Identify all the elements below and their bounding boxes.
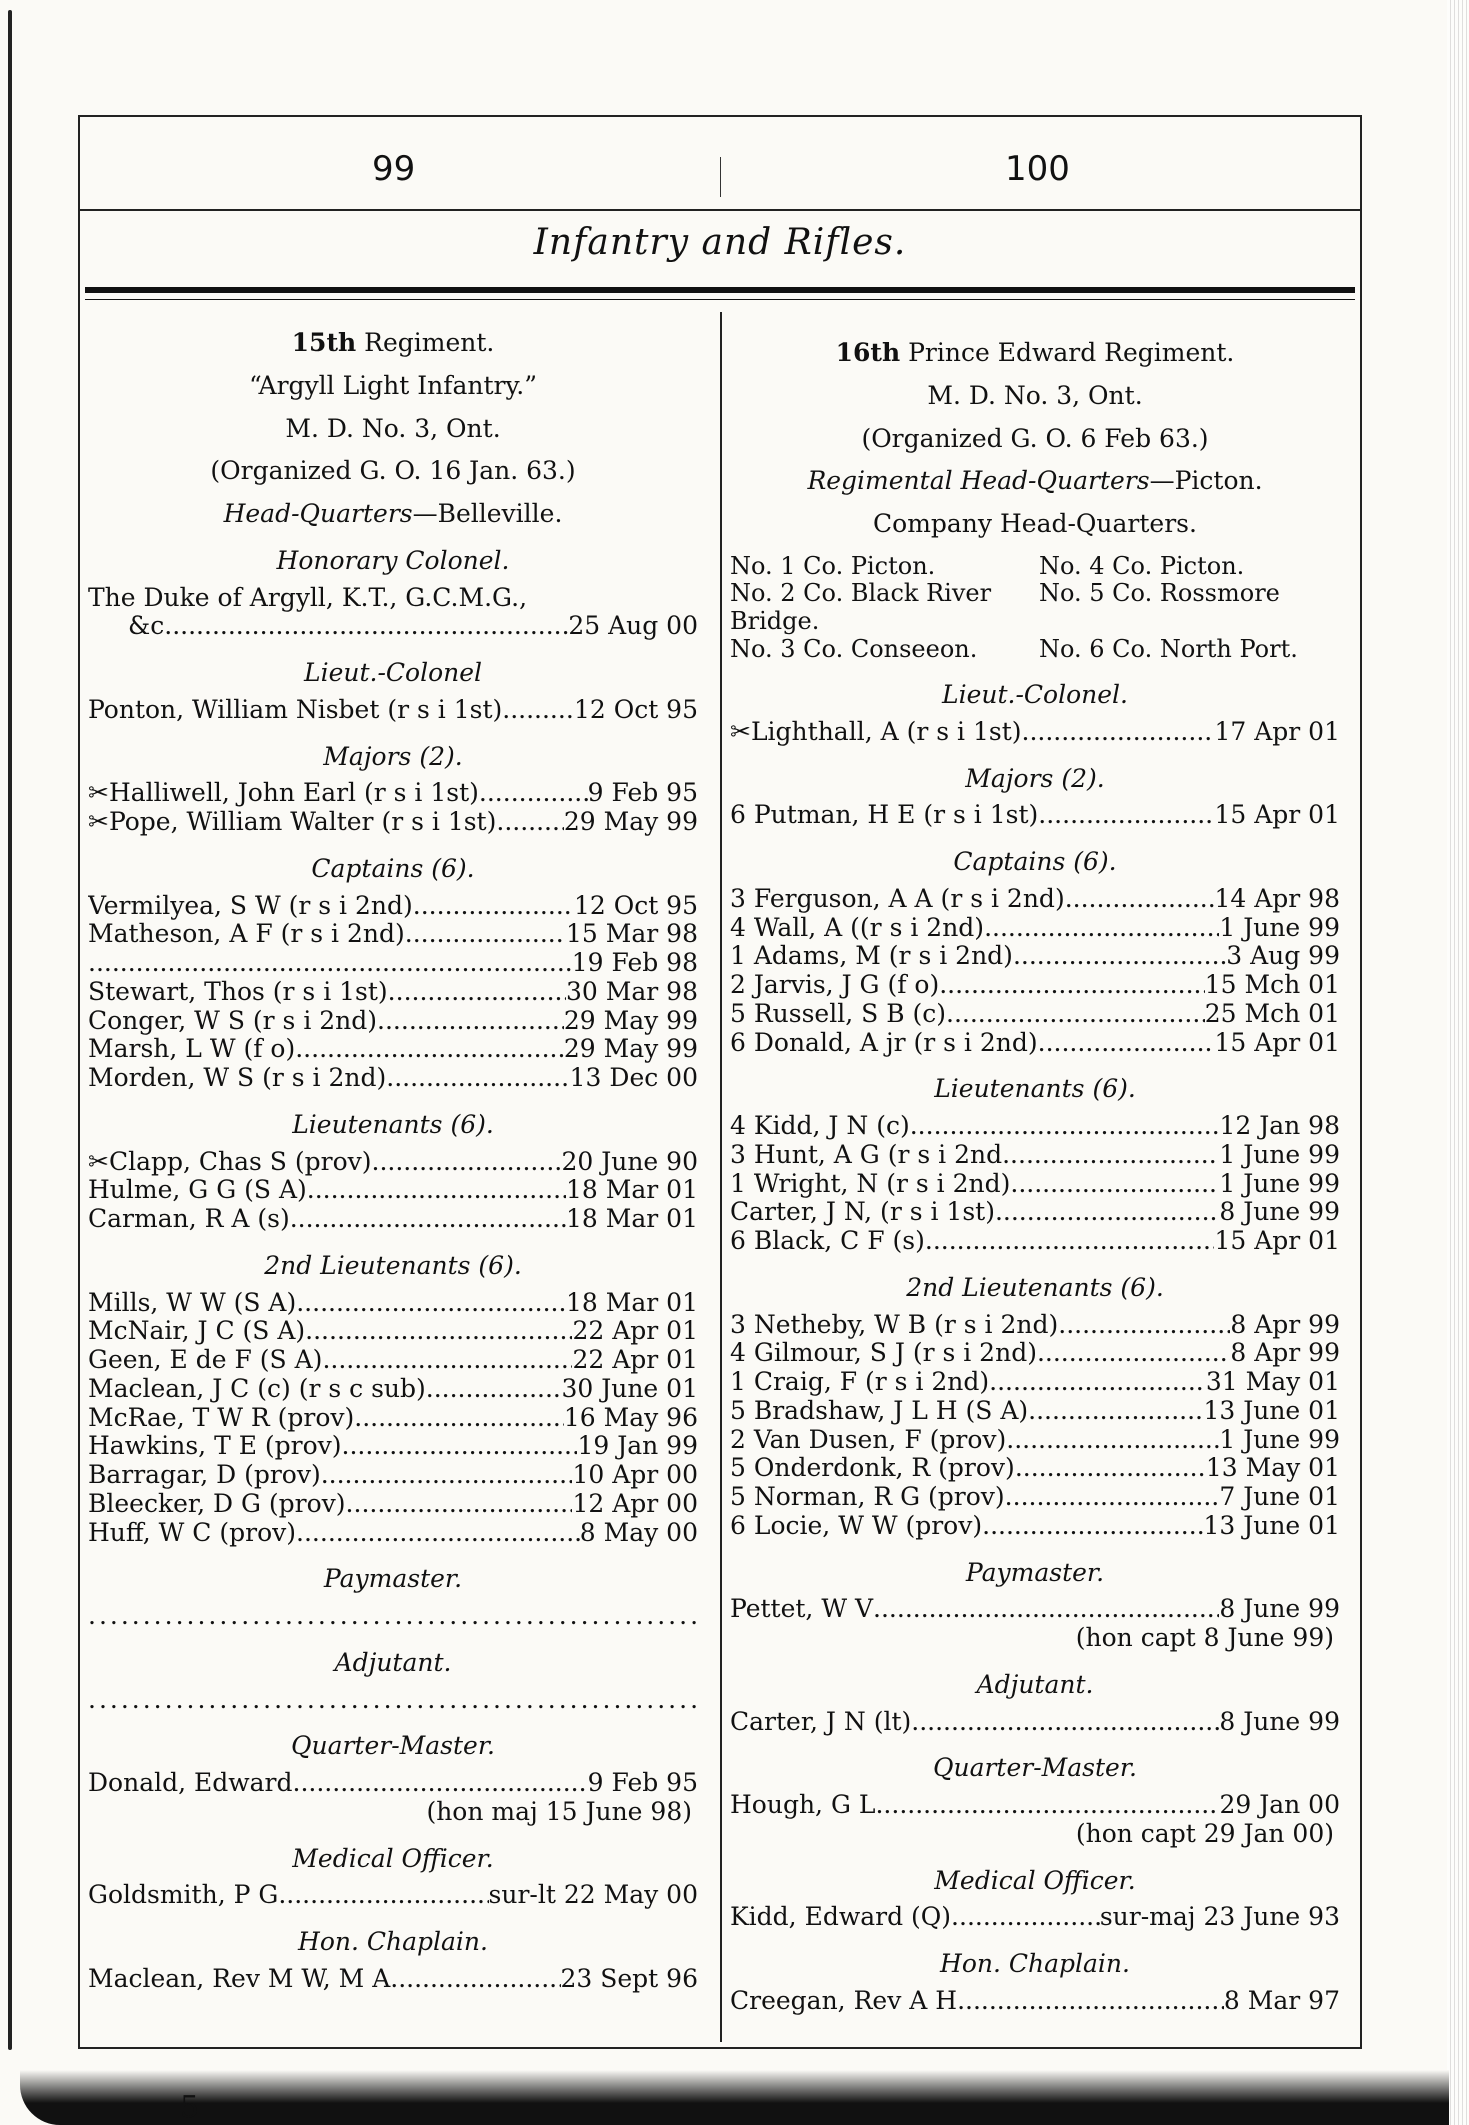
officer-row — [730, 885, 1340, 914]
officer-row — [88, 949, 698, 978]
officer-row — [730, 1227, 1340, 1256]
officer-date: 17 Apr 01 — [1214, 717, 1340, 746]
right-chaplain-date: 8 Mar 97 — [1223, 1986, 1340, 2015]
right-regiment-title — [730, 339, 1340, 368]
officer-name: Geen, E de F (S A) — [88, 1346, 323, 1374]
officer-name: 3 Ferguson, A A (r s i 2nd) — [730, 884, 1065, 913]
officer-date: 18 Mar 01 — [566, 1205, 698, 1233]
left-district: M. D. No. 3, Ont. — [285, 413, 501, 443]
officer-row — [88, 892, 698, 921]
right-majors-list — [730, 801, 1340, 830]
officer-name: 3 Netheby, W B (r s i 2nd) — [730, 1310, 1059, 1339]
officer-row — [88, 1432, 698, 1461]
right-regiment-word: Prince Edward Regiment. — [900, 338, 1235, 367]
officer-date: 8 May 00 — [579, 1518, 698, 1547]
right-lieutenants-list — [730, 1112, 1340, 1256]
officer-date: 3 Aug 99 — [1226, 942, 1340, 971]
officer-date: 15 Apr 01 — [1214, 1227, 1340, 1256]
right-page-number: 100 — [1005, 149, 1070, 189]
left-medical-name: Goldsmith, P G — [88, 1881, 279, 1910]
officer-row — [88, 1148, 698, 1177]
officer-name: Vermilyea, S W (r s i 2nd) — [88, 891, 413, 920]
officer-name: 1 Wright, N (r s i 2nd) — [730, 1169, 1011, 1198]
officer-date: 15 Apr 01 — [1214, 801, 1340, 830]
officer-row — [88, 1375, 698, 1404]
left-hq-label: Head-Quarters — [223, 499, 413, 528]
officer-name: Mills, W W (S A) — [88, 1288, 297, 1317]
right-paymaster-note: (hon capt 8 June 99) — [1075, 1623, 1334, 1653]
officer-name: McNair, J C (S A) — [88, 1317, 306, 1346]
company-item: No. 2 Co. Black River Bridge. — [730, 579, 992, 635]
officer-row — [730, 801, 1340, 830]
officer-date: 1 June 99 — [1219, 1140, 1340, 1169]
left-organized: (Organized G. O. 16 Jan. 63.) — [210, 456, 576, 486]
officer-row — [730, 1311, 1340, 1340]
officer-name: Huff, W C (prov) — [88, 1518, 297, 1547]
right-second-lts-heading: 2nd Lieutenants (6). — [906, 1272, 1164, 1302]
officer-row — [730, 1198, 1340, 1227]
officer-name: McRae, T W R (prov) — [88, 1403, 355, 1432]
officer-name: 6 Locie, W W (prov) — [730, 1511, 983, 1540]
officer-name: Bleecker, D G (prov) — [88, 1489, 346, 1518]
right-lieutenants-heading: Lieutenants (6). — [934, 1074, 1136, 1104]
officer-date: 16 May 96 — [563, 1403, 698, 1432]
left-lieutenants-list — [88, 1148, 698, 1234]
officer-row — [730, 1029, 1340, 1058]
officer-name: 4 Gilmour, S J (r s i 2nd) — [730, 1339, 1037, 1368]
right-chaplain-heading: Hon. Chaplain. — [940, 1949, 1130, 1979]
left-qm-note: (hon maj 15 June 98) — [426, 1796, 692, 1826]
company-item: No. 4 Co. Picton. — [1039, 551, 1245, 580]
right-medical-name: Kidd, Edward (Q) — [730, 1903, 952, 1932]
officer-date: 1 June 99 — [1219, 1425, 1340, 1454]
officer-name: Ponton, William Nisbet (r s i 1st) — [88, 695, 503, 724]
right-companies — [730, 553, 1340, 663]
officer-name: Barragar, D (prov) — [88, 1461, 321, 1489]
left-qm-date: 9 Feb 95 — [587, 1769, 698, 1797]
officer-name: Morden, W S (r s i 2nd) — [88, 1064, 387, 1092]
left-medical-heading: Medical Officer. — [292, 1843, 494, 1873]
officer-name: Hulme, G G (S A) — [88, 1176, 307, 1205]
left-second-lts-list — [88, 1289, 698, 1548]
left-hon-colonel-row — [88, 612, 698, 641]
title-rule — [85, 287, 1355, 293]
right-qm-date: 29 Jan 00 — [1219, 1791, 1340, 1820]
left-adjutant-blank — [88, 1686, 698, 1715]
officer-row — [88, 1205, 698, 1234]
officer-date: 8 Apr 99 — [1230, 1310, 1340, 1339]
officer-row — [730, 971, 1340, 1000]
officer-row — [730, 1141, 1340, 1170]
company-item: No. 6 Co. North Port. — [1039, 634, 1298, 663]
officer-row — [88, 978, 698, 1007]
officer-name: 1 Craig, F (r s i 2nd) — [730, 1368, 990, 1397]
officer-date: 13 May 01 — [1205, 1454, 1340, 1483]
officer-row — [88, 1289, 698, 1318]
page-bottom-shadow — [20, 2070, 1449, 2125]
officer-name: Carman, R A (s) — [88, 1205, 290, 1233]
officer-date: 1 June 99 — [1219, 1169, 1340, 1198]
company-item: No. 1 Co. Picton. — [730, 551, 936, 580]
page-stack-edge — [1447, 0, 1469, 2125]
officer-name: Carter, J N, (r s i 1st) — [730, 1198, 995, 1227]
officer-name: 2 Van Dusen, F (prov) — [730, 1425, 1007, 1454]
officer-row — [88, 1519, 698, 1548]
officer-date: 13 Dec 00 — [569, 1064, 698, 1092]
left-lieutenants-heading: Lieutenants (6). — [292, 1109, 494, 1139]
officer-name: 5 Russell, S B (c) — [730, 999, 947, 1028]
officer-name: 5 Onderdonk, R (prov) — [730, 1454, 1015, 1483]
left-chaplain-heading: Hon. Chaplain. — [298, 1927, 488, 1956]
officer-row — [730, 1368, 1340, 1397]
officer-date: 8 Apr 99 — [1230, 1339, 1340, 1368]
officer-date: 13 June 01 — [1203, 1396, 1340, 1425]
officer-row — [730, 1112, 1340, 1141]
officer-row — [730, 942, 1340, 971]
officer-date: 15 Mch 01 — [1204, 971, 1340, 1000]
officer-row — [730, 1426, 1340, 1455]
officer-date: 1 June 99 — [1219, 913, 1340, 942]
officer-date: 30 June 01 — [561, 1374, 698, 1403]
officer-date: 19 Jan 99 — [577, 1432, 698, 1461]
binding-edge — [8, 10, 12, 2050]
right-qm-row — [730, 1791, 1340, 1820]
page-number-row — [80, 117, 1360, 211]
officer-date: 15 Mar 98 — [566, 920, 698, 949]
officer-name: 2 Jarvis, J G (f o) — [730, 971, 940, 1000]
company-item: No. 3 Co. Conseeon. — [730, 634, 978, 663]
officer-row — [88, 1176, 698, 1205]
right-lt-col-list — [730, 718, 1340, 747]
officer-date: 22 Apr 01 — [572, 1346, 698, 1374]
officer-row — [88, 779, 698, 808]
officer-name: 6 Putman, H E (r s i 1st) — [730, 801, 1039, 830]
left-hq-place: —Belleville. — [412, 499, 563, 528]
officer-date: 12 Oct 95 — [573, 891, 698, 920]
right-captains-list — [730, 885, 1340, 1058]
officer-row — [88, 1035, 698, 1064]
left-paymaster-blank — [88, 1602, 698, 1631]
officer-row — [88, 1461, 698, 1490]
right-company-hq-heading: Company Head-Quarters. — [873, 509, 1197, 538]
left-medical-date: sur-lt 22 May 00 — [488, 1881, 698, 1910]
right-column — [730, 317, 1340, 2016]
officer-name: 4 Kidd, J N (c) — [730, 1112, 910, 1141]
officer-row — [88, 1346, 698, 1375]
officer-name: ✂Halliwell, John Earl (r s i 1st) — [88, 779, 479, 808]
officer-date: 12 Jan 98 — [1219, 1112, 1340, 1141]
officer-date: 18 Mar 01 — [566, 1288, 698, 1317]
right-headquarters — [730, 467, 1340, 496]
left-lt-col-heading: Lieut.-Colonel — [303, 658, 483, 687]
officer-date: 12 Apr 00 — [572, 1489, 698, 1518]
left-captains-heading: Captains (6). — [311, 853, 475, 883]
officer-row — [730, 1483, 1340, 1512]
left-captains-list — [88, 892, 698, 1093]
officer-row — [730, 718, 1340, 747]
officer-date: 20 June 90 — [561, 1147, 698, 1176]
right-adjutant-date: 8 June 99 — [1219, 1707, 1340, 1736]
left-regiment-number: 15th — [291, 328, 357, 357]
officer-name: ✂Clapp, Chas S (prov) — [88, 1147, 372, 1176]
officer-row — [88, 920, 698, 949]
officer-row — [88, 1007, 698, 1036]
column-divider — [720, 312, 722, 2042]
right-medical-heading: Medical Officer. — [934, 1865, 1136, 1895]
left-adjutant-heading: Adjutant. — [334, 1647, 452, 1677]
officer-name: 6 Donald, A jr (r s i 2nd) — [730, 1028, 1038, 1057]
right-paymaster-date: 8 June 99 — [1219, 1595, 1340, 1624]
left-hon-colonel-heading: Honorary Colonel. — [276, 545, 510, 575]
officer-date: 29 May 99 — [563, 1006, 698, 1035]
left-qm-row — [88, 1769, 698, 1798]
left-lt-col-list — [88, 696, 698, 725]
left-hon-colonel-line2: &c — [128, 612, 165, 641]
right-majors-heading: Majors (2). — [965, 763, 1105, 793]
officer-row — [730, 1454, 1340, 1483]
right-paymaster-heading: Paymaster. — [965, 1557, 1105, 1587]
right-chaplain-row — [730, 1987, 1340, 2016]
officer-name: Maclean, J C (c) (r s c sub) — [88, 1374, 426, 1403]
right-qm-note: (hon capt 29 Jan 00) — [1075, 1818, 1334, 1848]
signature-number: 5 — [180, 2090, 200, 2125]
right-qm-heading: Quarter-Master. — [932, 1753, 1138, 1783]
officer-name: 3 Hunt, A G (r s i 2nd — [730, 1140, 1003, 1169]
right-hq-place: —Picton. — [1149, 466, 1263, 496]
officer-row — [730, 1339, 1340, 1368]
left-headquarters — [88, 500, 698, 529]
left-chaplain-row — [88, 1965, 698, 1994]
left-qm-heading: Quarter-Master. — [290, 1731, 496, 1761]
officer-name: Conger, W S (r s i 2nd) — [88, 1006, 378, 1035]
left-majors-list — [88, 779, 698, 837]
right-adjutant-name: Carter, J N (lt) — [730, 1707, 912, 1736]
right-organized: (Organized G. O. 6 Feb 63.) — [861, 423, 1209, 453]
left-medical-row — [88, 1881, 698, 1910]
left-regiment-word: Regiment. — [356, 328, 495, 357]
right-adjutant-heading: Adjutant. — [976, 1669, 1094, 1699]
page-title: Infantry and Rifles. — [533, 222, 907, 263]
officer-name: Marsh, L W (f o) — [88, 1035, 296, 1064]
left-chaplain-date: 23 Sept 96 — [560, 1964, 698, 1993]
right-district: M. D. No. 3, Ont. — [927, 380, 1143, 410]
right-medical-date: sur-maj 23 June 93 — [1099, 1903, 1340, 1932]
left-majors-heading: Majors (2). — [323, 741, 463, 771]
left-hon-colonel-date: 25 Aug 00 — [568, 612, 698, 641]
left-second-lts-heading: 2nd Lieutenants (6). — [264, 1250, 522, 1280]
right-hq-label: Regimental Head-Quarters — [807, 466, 1150, 496]
officer-date: 14 Apr 98 — [1214, 884, 1340, 913]
officer-date: 29 May 99 — [563, 808, 698, 836]
officer-date: 25 Mch 01 — [1204, 999, 1340, 1028]
right-paymaster-name: Pettet, W V — [730, 1595, 874, 1624]
officer-name: 4 Wall, A ((r s i 2nd) — [730, 913, 985, 942]
right-regiment-number: 16th — [835, 338, 901, 367]
officer-name: 1 Adams, M (r s i 2nd) — [730, 942, 1013, 971]
officer-date: 19 Feb 98 — [571, 949, 698, 977]
officer-row — [730, 1170, 1340, 1199]
left-page-number: 99 — [372, 149, 416, 189]
officer-row — [730, 1512, 1340, 1541]
officer-row — [88, 1064, 698, 1093]
officer-date: 30 Mar 98 — [566, 977, 698, 1006]
officer-row — [88, 1404, 698, 1433]
left-qm-name: Donald, Edward — [88, 1769, 293, 1797]
left-column — [88, 317, 698, 1994]
header-divider — [720, 157, 721, 197]
left-paymaster-heading: Paymaster. — [323, 1564, 463, 1594]
right-second-lts-list — [730, 1311, 1340, 1541]
officer-name: Stewart, Thos (r s i 1st) — [88, 977, 388, 1006]
officer-name: 5 Norman, R G (prov) — [730, 1483, 1005, 1512]
officer-row — [88, 1317, 698, 1346]
left-chaplain-name: Maclean, Rev M W, M A — [88, 1964, 391, 1993]
right-qm-name: Hough, G L — [730, 1791, 876, 1820]
officer-date: 13 June 01 — [1203, 1511, 1340, 1540]
right-lt-col-heading: Lieut.-Colonel. — [942, 680, 1128, 710]
left-hon-colonel-line1: The Duke of Argyll, K.T., G.C.M.G., — [88, 582, 528, 612]
officer-name: Hawkins, T E (prov) — [88, 1432, 342, 1461]
officer-name: 6 Black, C F (s) — [730, 1227, 925, 1256]
officer-row — [730, 1000, 1340, 1029]
officer-date: 8 June 99 — [1219, 1198, 1340, 1227]
officer-row — [88, 808, 698, 837]
officer-row — [88, 696, 698, 725]
officer-row — [88, 1490, 698, 1519]
right-paymaster-row — [730, 1595, 1340, 1624]
right-chaplain-name: Creegan, Rev A H — [730, 1986, 958, 2015]
left-nickname: “Argyll Light Infantry.” — [248, 370, 538, 400]
officer-date: 10 Apr 00 — [572, 1461, 698, 1489]
page-frame — [78, 115, 1362, 2049]
left-regiment-title — [88, 329, 698, 358]
right-adjutant-row — [730, 1708, 1340, 1737]
officer-date: 29 May 99 — [563, 1035, 698, 1064]
officer-date: 15 Apr 01 — [1214, 1028, 1340, 1057]
officer-date: 9 Feb 95 — [587, 779, 698, 808]
right-medical-row — [730, 1903, 1340, 1932]
officer-row — [730, 1397, 1340, 1426]
company-item: No. 5 Co. Rossmore — [1039, 579, 1280, 608]
officer-name: ✂Lighthall, A (r s i 1st) — [730, 717, 1022, 746]
officer-date: 7 June 01 — [1219, 1483, 1340, 1512]
officer-date: 12 Oct 95 — [573, 695, 698, 724]
officer-row — [730, 914, 1340, 943]
officer-date: 22 Apr 01 — [572, 1317, 698, 1346]
title-rule-thin — [85, 299, 1355, 300]
officer-name: Matheson, A F (r s i 2nd) — [88, 920, 405, 949]
officer-name: 5 Bradshaw, J L H (S A) — [730, 1396, 1029, 1425]
officer-name: ✂Pope, William Walter (r s i 1st) — [88, 808, 497, 836]
right-captains-heading: Captains (6). — [953, 847, 1117, 877]
officer-date: 31 May 01 — [1205, 1368, 1340, 1397]
officer-date: 18 Mar 01 — [566, 1176, 698, 1205]
